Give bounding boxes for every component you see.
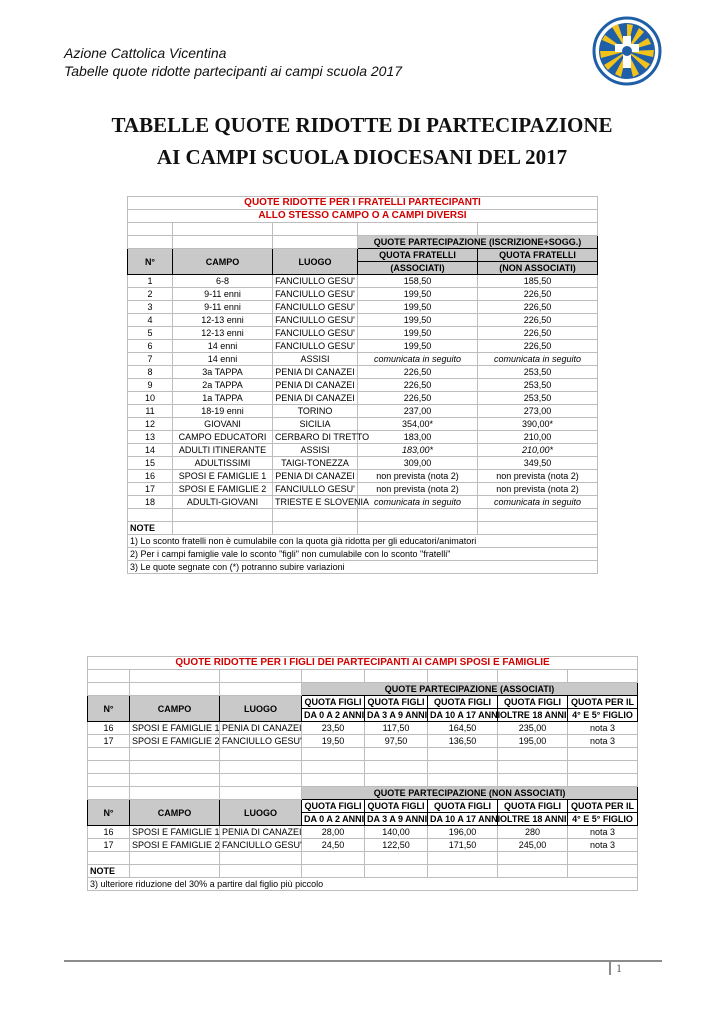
luogo-cell: FANCIULLO GESU' [220, 735, 302, 748]
table2-col-subheader: DA 10 A 17 ANNI [428, 709, 498, 722]
quota-associati-cell: non prevista (nota 2) [358, 483, 478, 496]
table1-row [128, 470, 598, 483]
table-cell [568, 761, 638, 774]
quota-associati-cell: 158,50 [358, 275, 478, 288]
campo-cell: ADULTI ITINERANTE [173, 444, 273, 457]
quota-non-associati-cell: 226,50 [478, 340, 598, 353]
table2-spacer-row [88, 774, 638, 787]
table2-col-header: QUOTA FIGLI [302, 800, 365, 813]
page-title-line2: AI CAMPI SCUOLA DIOCESANI DEL 2017 [156, 145, 568, 169]
table2-col-subheader: DA 0 A 2 ANNI [302, 709, 365, 722]
table2-group-header: QUOTE PARTECIPAZIONE (ASSOCIATI) [302, 683, 638, 696]
campo-cell: 3a TAPPA [173, 366, 273, 379]
table-cell [130, 865, 220, 878]
page-title-line1: TABELLE QUOTE RIDOTTE DI PARTECIPAZIONE [111, 113, 613, 137]
page-number: 1 [616, 961, 622, 975]
table1-note-row [128, 548, 598, 561]
row-number: 16 [88, 826, 130, 839]
row-number: 7 [128, 353, 173, 366]
footer-rule [64, 960, 662, 962]
table2-col-subheader: DA 3 A 9 ANNI [365, 709, 428, 722]
luogo-cell: FANCIULLO GESU' [273, 288, 358, 301]
quota-non-associati-cell: 390,00* [478, 418, 598, 431]
table2-col-campo: CAMPO [130, 696, 220, 722]
table2-col-subheader: OLTRE 18 ANNI [498, 709, 568, 722]
table1-row [128, 392, 598, 405]
table1-row [128, 301, 598, 314]
quota-non-associati-cell: 226,50 [478, 301, 598, 314]
table2-col-n: N° [88, 800, 130, 826]
quota-non-associati-cell: 210,00 [478, 431, 598, 444]
campo-cell: 1a TAPPA [173, 392, 273, 405]
quota-cell: 171,50 [428, 839, 498, 852]
table-cell [88, 761, 130, 774]
table2-row [88, 722, 638, 735]
luogo-cell: PENIA DI CANAZEI [220, 722, 302, 735]
table-cell [478, 522, 598, 535]
luogo-cell: FANCIULLO GESU' [273, 275, 358, 288]
table2-col-header: QUOTA FIGLI [302, 696, 365, 709]
table-cell [220, 774, 302, 787]
row-number: 9 [128, 379, 173, 392]
table1-row [128, 457, 598, 470]
luogo-cell: FANCIULLO GESU' [273, 314, 358, 327]
campo-cell: ADULTISSIMI [173, 457, 273, 470]
table2-spacer-row [88, 761, 638, 774]
table2-col-luogo: LUOGO [220, 800, 302, 826]
quota-associati-cell: 199,50 [358, 314, 478, 327]
table2-col-header: QUOTA PER IL [568, 696, 638, 709]
table-cell [173, 522, 273, 535]
quota-non-associati-cell: comunicata in seguito [478, 496, 598, 509]
quota-associati-cell: 237,00 [358, 405, 478, 418]
table-cell [130, 852, 220, 865]
table1-row [128, 366, 598, 379]
table1-group-header: QUOTE PARTECIPAZIONE (ISCRIZIONE+SOGG.) [358, 236, 598, 249]
campo-cell: SPOSI E FAMIGLIE 1 [173, 470, 273, 483]
campo-cell: 18-19 enni [173, 405, 273, 418]
table2-col-header: QUOTA FIGLI [428, 800, 498, 813]
luogo-cell: PENIA DI CANAZEI [273, 392, 358, 405]
table1-row [128, 418, 598, 431]
table1-row [128, 340, 598, 353]
quota-non-associati-cell: 226,50 [478, 288, 598, 301]
table-cell [220, 787, 302, 800]
table1-row [128, 405, 598, 418]
quota-cell: 235,00 [498, 722, 568, 735]
table1-note-row [128, 561, 598, 574]
table2-row [88, 735, 638, 748]
luogo-cell: TRIESTE E SLOVENIA [273, 496, 358, 509]
table1-title-line2: ALLO STESSO CAMPO O A CAMPI DIVERSI [128, 210, 598, 223]
table1-row [128, 288, 598, 301]
table-cell [273, 522, 358, 535]
table-cell [302, 852, 365, 865]
table2-col-header: QUOTA FIGLI [428, 696, 498, 709]
quota-associati-cell: 309,00 [358, 457, 478, 470]
luogo-cell: FANCIULLO GESU' [273, 301, 358, 314]
campo-cell: ADULTI-GIOVANI [173, 496, 273, 509]
table1-col-luogo: LUOGO [273, 249, 358, 275]
table-cell [568, 774, 638, 787]
quota-cell: 164,50 [428, 722, 498, 735]
note-text: 3) Le quote segnate con (*) potranno subire variazioni [128, 561, 598, 574]
campo-cell: SPOSI E FAMIGLIE 1 [130, 722, 220, 735]
quota-associati-cell: 183,00* [358, 444, 478, 457]
table-cell [302, 865, 365, 878]
footer-separator [609, 961, 611, 975]
table1-row [128, 379, 598, 392]
table-cell [302, 774, 365, 787]
quota-cell: 117,50 [365, 722, 428, 735]
table2-spacer-row [88, 748, 638, 761]
quota-non-associati-cell: non prevista (nota 2) [478, 483, 598, 496]
table2-col-header: QUOTA PER IL [568, 800, 638, 813]
table1-col-q1-line2: (ASSOCIATI) [358, 262, 478, 275]
luogo-cell: PENIA DI CANAZEI [220, 826, 302, 839]
table-cell [568, 748, 638, 761]
table-cell [88, 852, 130, 865]
campo-cell: SPOSI E FAMIGLIE 1 [130, 826, 220, 839]
luogo-cell: FANCIULLO GESU' [273, 340, 358, 353]
luogo-cell: PENIA DI CANAZEI [273, 379, 358, 392]
quota-cell: nota 3 [568, 722, 638, 735]
luogo-cell: PENIA DI CANAZEI [273, 366, 358, 379]
table1-col-q2-line2: (NON ASSOCIATI) [478, 262, 598, 275]
table-cell [128, 509, 173, 522]
quota-cell: 195,00 [498, 735, 568, 748]
table-cell [428, 774, 498, 787]
table-cell [428, 761, 498, 774]
table2-note-label-row [88, 865, 638, 878]
quota-cell: 24,50 [302, 839, 365, 852]
table2-spacer-row [88, 852, 638, 865]
table2-col-subheader: 4° E 5° FIGLIO [568, 709, 638, 722]
note-label: NOTE [88, 865, 130, 878]
campo-cell: SPOSI E FAMIGLIE 2 [130, 735, 220, 748]
luogo-cell: FANCIULLO GESU' [273, 327, 358, 340]
table1-col-n: N° [128, 249, 173, 275]
table-cell [220, 748, 302, 761]
table1-title-line1: QUOTE RIDOTTE PER I FRATELLI PARTECIPANTI [128, 197, 598, 210]
row-number: 3 [128, 301, 173, 314]
luogo-cell: PENIA DI CANAZEI [273, 470, 358, 483]
table1-row [128, 483, 598, 496]
row-number: 2 [128, 288, 173, 301]
campo-cell: SPOSI E FAMIGLIE 2 [173, 483, 273, 496]
table-cell [498, 852, 568, 865]
campo-cell: 12-13 enni [173, 327, 273, 340]
quota-associati-cell: comunicata in seguito [358, 496, 478, 509]
quota-associati-cell: 226,50 [358, 392, 478, 405]
row-number: 11 [128, 405, 173, 418]
table2-title: QUOTE RIDOTTE PER I FIGLI DEI PARTECIPANTI AI CAMPI SPOSI E FAMIGLIE [88, 657, 638, 670]
table1-spacer-row [128, 509, 598, 522]
table-cell [498, 865, 568, 878]
table1-row [128, 353, 598, 366]
table-cell [498, 774, 568, 787]
row-number: 6 [128, 340, 173, 353]
table2-col-subheader: DA 0 A 2 ANNI [302, 813, 365, 826]
quota-cell: 19,50 [302, 735, 365, 748]
luogo-cell: TORINO [273, 405, 358, 418]
row-number: 17 [88, 839, 130, 852]
table2-col-subheader: OLTRE 18 ANNI [498, 813, 568, 826]
campo-cell: 12-13 enni [173, 314, 273, 327]
table1-row [128, 314, 598, 327]
quota-cell: nota 3 [568, 839, 638, 852]
table2-group-header: QUOTE PARTECIPAZIONE (NON ASSOCIATI) [302, 787, 638, 800]
table-cell [130, 683, 220, 696]
table1-row [128, 444, 598, 457]
luogo-cell: FANCIULLO GESU' [220, 839, 302, 852]
note-text: 1) Lo sconto fratelli non è cumulabile con la quota già ridotta per gli educatori/animatori [128, 535, 598, 548]
quota-non-associati-cell: non prevista (nota 2) [478, 470, 598, 483]
table-cell [302, 748, 365, 761]
header-subtitle: Tabelle quote ridotte partecipanti ai campi scuola 2017 [64, 63, 403, 79]
table-cell [365, 774, 428, 787]
table2-col-header: QUOTA FIGLI [365, 800, 428, 813]
table2-col-luogo: LUOGO [220, 696, 302, 722]
campo-cell: GIOVANI [173, 418, 273, 431]
quota-non-associati-cell: 253,50 [478, 392, 598, 405]
quota-non-associati-cell: comunicata in seguito [478, 353, 598, 366]
campo-cell: 14 enni [173, 340, 273, 353]
row-number: 17 [88, 735, 130, 748]
quota-cell: 245,00 [498, 839, 568, 852]
campo-cell: 9-11 enni [173, 301, 273, 314]
table-cell [568, 865, 638, 878]
quota-cell: 122,50 [365, 839, 428, 852]
campo-cell: 2a TAPPA [173, 379, 273, 392]
table-cell [358, 522, 478, 535]
table-cell [365, 748, 428, 761]
quota-cell: 97,50 [365, 735, 428, 748]
table2-col-subheader: DA 3 A 9 ANNI [365, 813, 428, 826]
table-cell [173, 509, 273, 522]
table-cell [428, 865, 498, 878]
campo-cell: 6-8 [173, 275, 273, 288]
luogo-cell: ASSISI [273, 353, 358, 366]
quota-non-associati-cell: 226,50 [478, 327, 598, 340]
table-cell [88, 748, 130, 761]
table2-col-subheader: 4° E 5° FIGLIO [568, 813, 638, 826]
header-organization: Azione Cattolica Vicentina [64, 45, 227, 61]
table2-row [88, 826, 638, 839]
table-cell [302, 761, 365, 774]
note-label: NOTE [128, 522, 173, 535]
row-number: 17 [128, 483, 173, 496]
quota-cell: 140,00 [365, 826, 428, 839]
quota-cell: 196,00 [428, 826, 498, 839]
table-cell [498, 761, 568, 774]
table-cell [478, 509, 598, 522]
table1-row [128, 275, 598, 288]
quota-cell: 28,00 [302, 826, 365, 839]
luogo-cell: TAIGI-TONEZZA [273, 457, 358, 470]
quota-associati-cell: 199,50 [358, 340, 478, 353]
quota-associati-cell: comunicata in seguito [358, 353, 478, 366]
table2-col-n: N° [88, 696, 130, 722]
table-cell [220, 865, 302, 878]
table2-group-row [88, 787, 638, 800]
table2-row [88, 839, 638, 852]
quota-associati-cell: 199,50 [358, 327, 478, 340]
table1-col-q2-line1: QUOTA FRATELLI [478, 249, 598, 262]
table-cell [428, 748, 498, 761]
quota-associati-cell: 354,00* [358, 418, 478, 431]
table2-col-header: QUOTA FIGLI [365, 696, 428, 709]
azione-cattolica-logo [592, 16, 662, 86]
document-header [64, 44, 402, 80]
table-cell [88, 787, 130, 800]
row-number: 5 [128, 327, 173, 340]
row-number: 1 [128, 275, 173, 288]
quota-non-associati-cell: 273,00 [478, 405, 598, 418]
quota-cell: nota 3 [568, 826, 638, 839]
luogo-cell: FANCIULLO GESU' [273, 483, 358, 496]
luogo-cell: ASSISI [273, 444, 358, 457]
row-number: 15 [128, 457, 173, 470]
fratelli-quotes-table [127, 196, 598, 574]
quota-non-associati-cell: 253,50 [478, 366, 598, 379]
table2-note-row [88, 878, 638, 891]
table1-row [128, 431, 598, 444]
table-cell [365, 852, 428, 865]
quota-cell: 136,50 [428, 735, 498, 748]
table-cell [88, 774, 130, 787]
table-cell [568, 852, 638, 865]
luogo-cell: SICILIA [273, 418, 358, 431]
row-number: 10 [128, 392, 173, 405]
table2-group-row [88, 683, 638, 696]
row-number: 16 [128, 470, 173, 483]
row-number: 12 [128, 418, 173, 431]
quota-associati-cell: 226,50 [358, 366, 478, 379]
row-number: 8 [128, 366, 173, 379]
table-cell [428, 852, 498, 865]
quota-non-associati-cell: 253,50 [478, 379, 598, 392]
row-number: 14 [128, 444, 173, 457]
table-cell [220, 683, 302, 696]
table-cell [365, 865, 428, 878]
table1-row [128, 327, 598, 340]
quota-cell: nota 3 [568, 735, 638, 748]
table-cell [498, 748, 568, 761]
quota-associati-cell: 199,50 [358, 301, 478, 314]
table2-col-header: QUOTA FIGLI [498, 800, 568, 813]
table-cell [88, 683, 130, 696]
quota-associati-cell: 199,50 [358, 288, 478, 301]
quota-non-associati-cell: 349,50 [478, 457, 598, 470]
table1-row [128, 496, 598, 509]
table2-header-row [88, 696, 638, 709]
table-cell [220, 761, 302, 774]
table2-col-campo: CAMPO [130, 800, 220, 826]
table-cell [130, 774, 220, 787]
table-cell [130, 748, 220, 761]
quota-cell: 23,50 [302, 722, 365, 735]
campo-cell: 9-11 enni [173, 288, 273, 301]
row-number: 16 [88, 722, 130, 735]
table-cell [130, 787, 220, 800]
table2-header-row [88, 800, 638, 813]
table-cell [220, 852, 302, 865]
campo-cell: CAMPO EDUCATORI [173, 431, 273, 444]
table1-note-label-row [128, 522, 598, 535]
quota-cell: 280 [498, 826, 568, 839]
quota-non-associati-cell: 210,00* [478, 444, 598, 457]
table2-col-header: QUOTA FIGLI [498, 696, 568, 709]
table2-col-subheader: DA 10 A 17 ANNI [428, 813, 498, 826]
table-cell [365, 761, 428, 774]
quota-associati-cell: non prevista (nota 2) [358, 470, 478, 483]
table1-col-campo: CAMPO [173, 249, 273, 275]
campo-cell: 14 enni [173, 353, 273, 366]
figli-quotes-table [87, 656, 638, 891]
table-cell [358, 509, 478, 522]
campo-cell: SPOSI E FAMIGLIE 2 [130, 839, 220, 852]
note-text: 3) ulteriore riduzione del 30% a partire dal figlio più piccolo [88, 878, 638, 891]
row-number: 18 [128, 496, 173, 509]
row-number: 13 [128, 431, 173, 444]
quota-associati-cell: 226,50 [358, 379, 478, 392]
table1-note-row [128, 535, 598, 548]
quota-non-associati-cell: 185,50 [478, 275, 598, 288]
table-cell [273, 509, 358, 522]
luogo-cell: CERBARO DI TRETTO [273, 431, 358, 444]
table1-col-q1-line1: QUOTA FRATELLI [358, 249, 478, 262]
quota-non-associati-cell: 226,50 [478, 314, 598, 327]
note-text: 2) Per i campi famiglie vale lo sconto "figli" non cumulabile con lo sconto "fratelli" [128, 548, 598, 561]
quota-associati-cell: 183,00 [358, 431, 478, 444]
row-number: 4 [128, 314, 173, 327]
table-cell [130, 761, 220, 774]
